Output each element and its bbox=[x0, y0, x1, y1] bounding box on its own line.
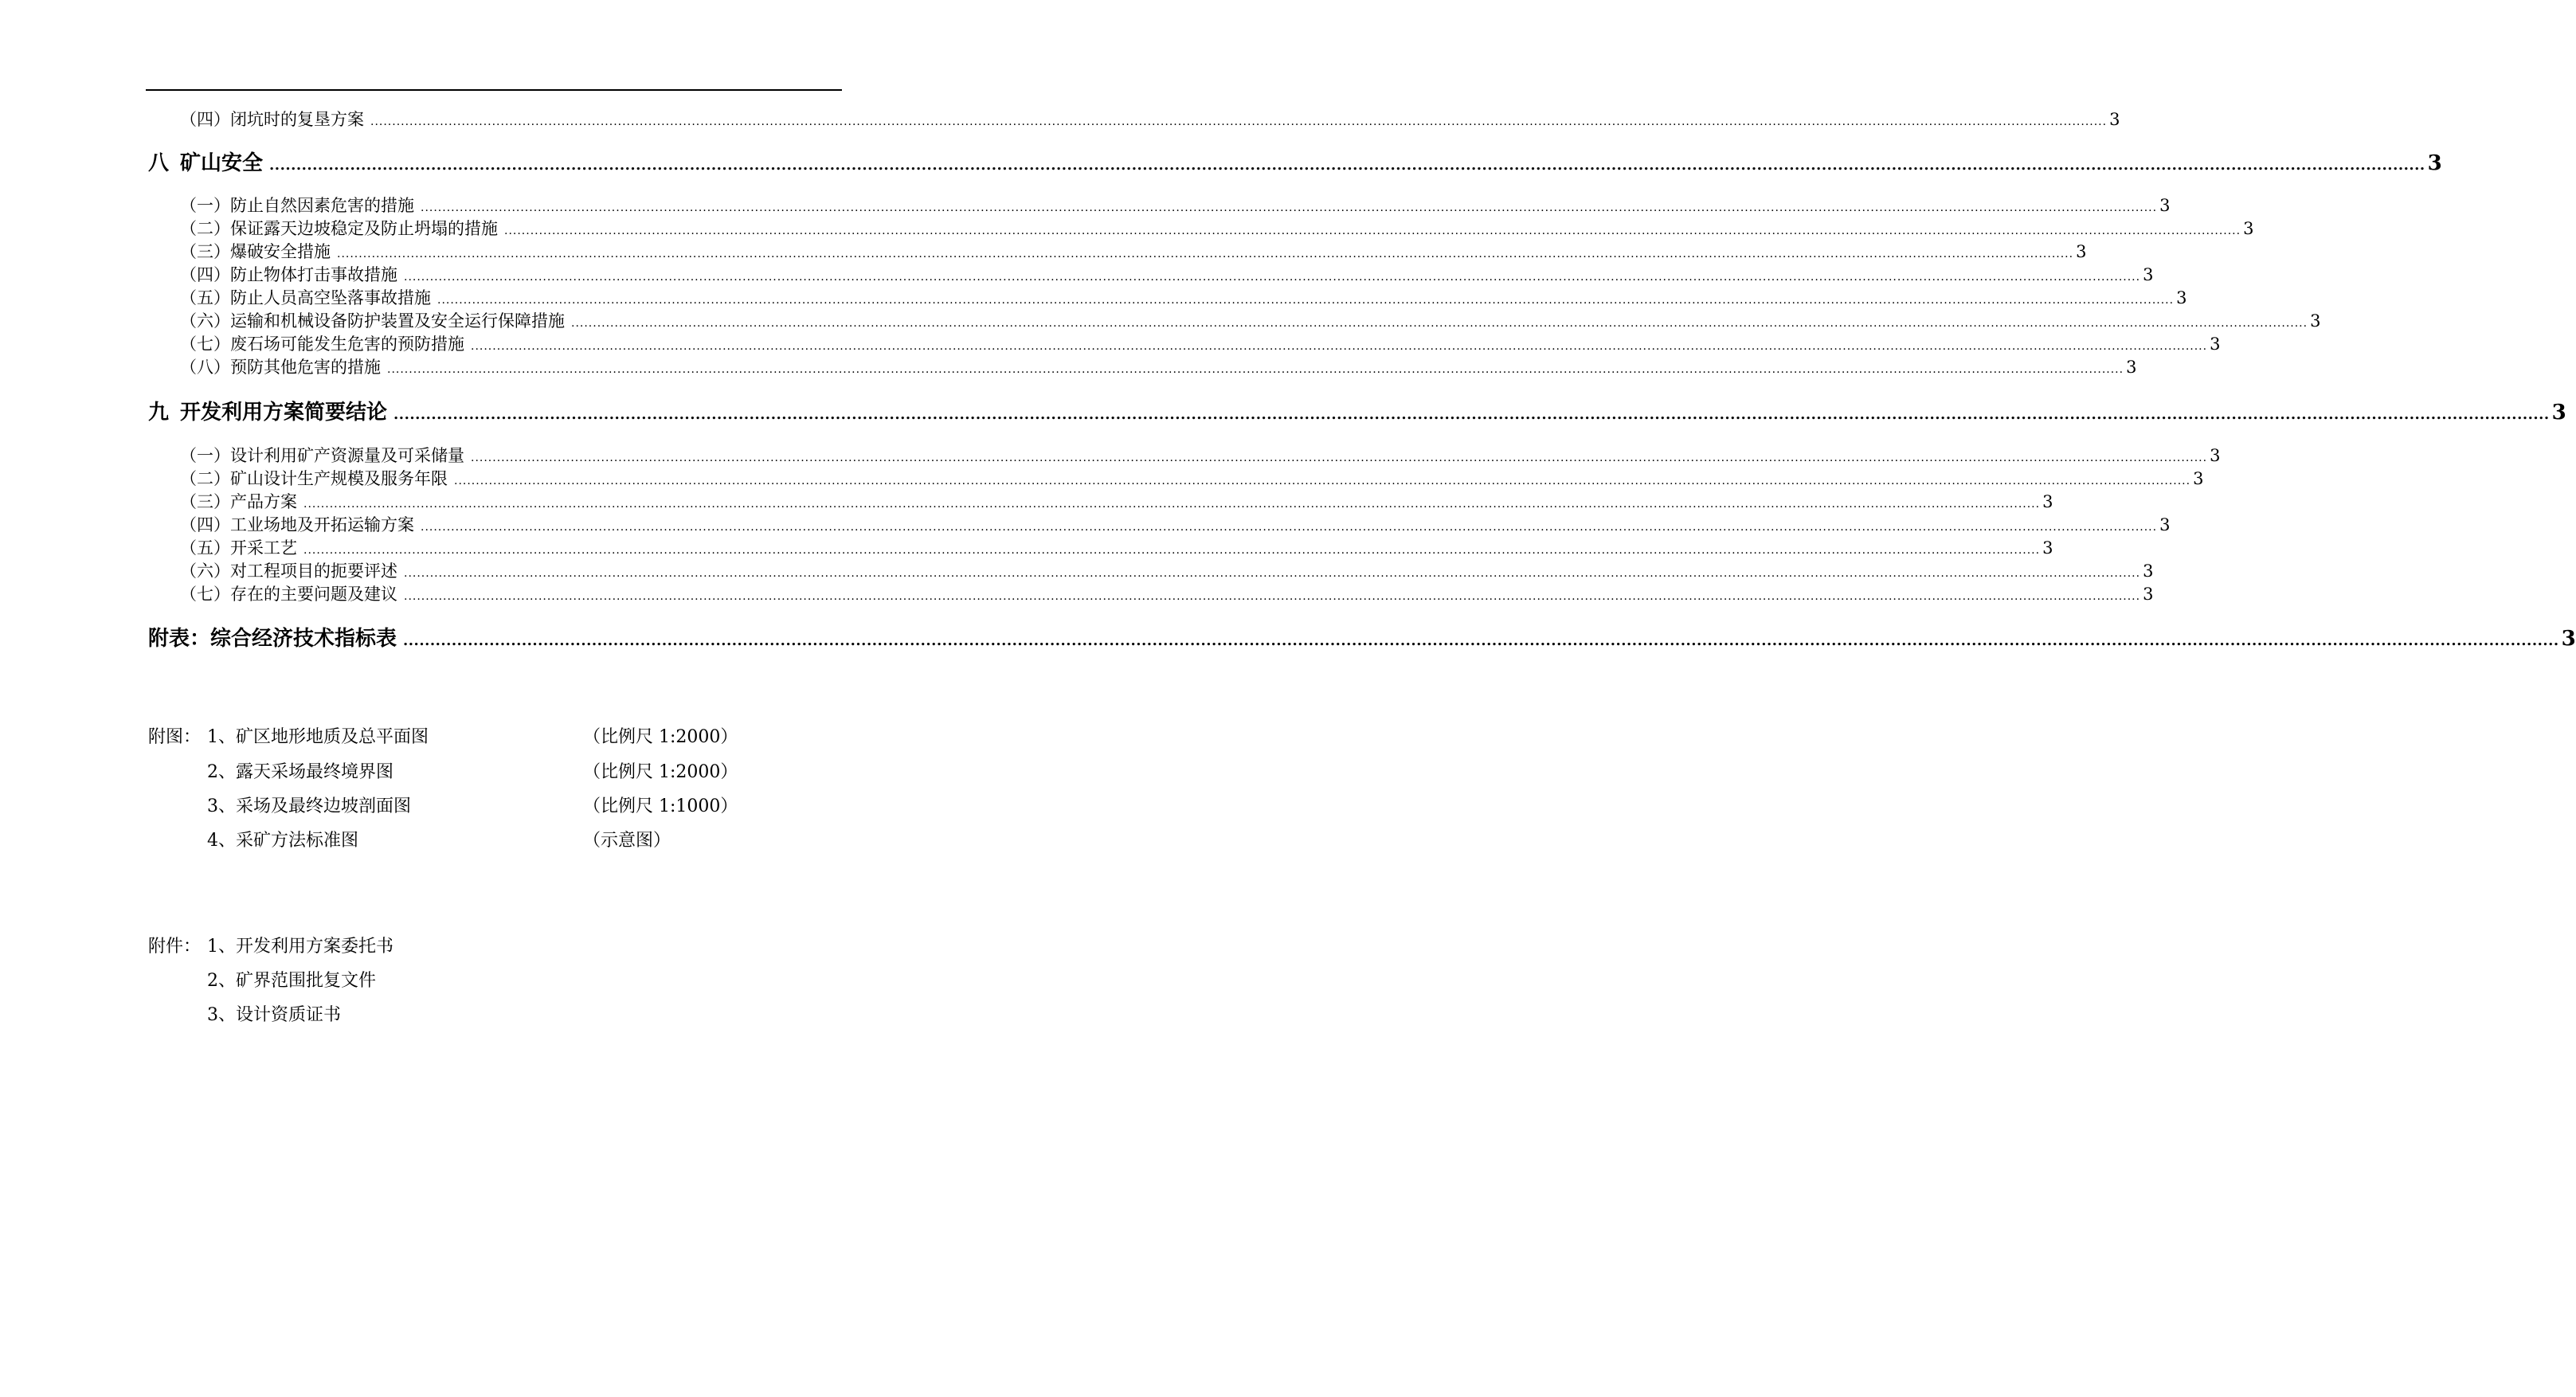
toc-chapter-entry[interactable] bbox=[0, 622, 2576, 652]
toc-section-entry[interactable] bbox=[0, 262, 2154, 286]
toc-page-number: 3 bbox=[2042, 538, 2053, 558]
toc-section-entry[interactable] bbox=[0, 443, 2221, 467]
toc-section-entry[interactable] bbox=[0, 193, 2171, 217]
toc-entry-label bbox=[180, 239, 331, 263]
toc-page-number: 3 bbox=[2143, 562, 2154, 581]
toc-page-number: 3 bbox=[2159, 515, 2171, 534]
toc-entry-title: （四）闭坑时的复垦方案 bbox=[180, 110, 364, 129]
toc-page-number: 3 bbox=[2561, 627, 2576, 651]
toc-section-entry[interactable] bbox=[0, 239, 2087, 263]
attachment-title: 1、开发利用方案委托书 bbox=[207, 937, 393, 957]
toc-entry-label bbox=[180, 443, 464, 467]
figure-title: 1、矿区地形地质及总平面图 bbox=[207, 727, 429, 747]
toc-dot-leader: ................................................................................................................................................................................................................................................................................................................................................................................................................ bbox=[403, 632, 2559, 649]
toc-page-number: 3 bbox=[2126, 358, 2137, 377]
toc-entry-label bbox=[180, 535, 297, 559]
attachment-title: 3、设计资质证书 bbox=[207, 1005, 341, 1025]
toc-entry-title: （七）存在的主要问题及建议 bbox=[180, 585, 397, 604]
toc-section-entry[interactable] bbox=[0, 107, 2120, 131]
toc-page-number: 3 bbox=[2109, 110, 2120, 129]
toc-chapter-entry[interactable] bbox=[0, 147, 2442, 176]
toc-entry-title: （六）对工程项目的扼要评述 bbox=[180, 562, 397, 581]
toc-section-entry[interactable] bbox=[0, 331, 2221, 355]
toc-page-number: 3 bbox=[2143, 265, 2154, 284]
toc-entry-title: （五）防止人员高空坠落事故措施 bbox=[180, 288, 431, 307]
figure-title: 2、露天采场最终境界图 bbox=[207, 762, 393, 782]
toc-entry-label bbox=[148, 147, 263, 176]
toc-entry-label bbox=[148, 396, 387, 425]
toc-entry-title: （四）防止物体打击事故措施 bbox=[180, 265, 397, 284]
toc-dot-leader: ................................................................................................................................................................................................................................................................................................................................................................................................................ bbox=[370, 115, 2108, 128]
figure-scale-note: （比例尺 1:2000） bbox=[583, 727, 738, 747]
toc-section-entry[interactable] bbox=[0, 354, 2137, 378]
toc-section-entry[interactable] bbox=[0, 489, 2053, 513]
toc-entry-title: （四）工业场地及开拓运输方案 bbox=[180, 515, 414, 534]
toc-dot-leader: ................................................................................................................................................................................................................................................................................................................................................................................................................ bbox=[471, 452, 2208, 464]
toc-entry-title: （二）保证露天边坡稳定及防止坍塌的措施 bbox=[180, 219, 498, 238]
toc-page-number: 3 bbox=[2427, 151, 2442, 175]
toc-entry-label bbox=[180, 331, 464, 355]
toc-entry-label bbox=[180, 308, 565, 332]
toc-entry-label bbox=[180, 285, 431, 309]
toc-entry-label bbox=[180, 107, 364, 131]
toc-dot-leader: ................................................................................................................................................................................................................................................................................................................................................................................................................ bbox=[269, 157, 2425, 174]
toc-chapter-number: 九 bbox=[148, 401, 170, 425]
toc-dot-leader: ................................................................................................................................................................................................................................................................................................................................................................................................................ bbox=[387, 363, 2124, 376]
toc-entry-title: 开发利用方案简要结论 bbox=[180, 401, 388, 425]
toc-section-entry[interactable] bbox=[0, 285, 2187, 309]
toc-section-entry[interactable] bbox=[0, 216, 2254, 240]
toc-dot-leader: ................................................................................................................................................................................................................................................................................................................................................................................................................ bbox=[437, 294, 2175, 307]
toc-section-entry[interactable] bbox=[0, 512, 2171, 536]
toc-chapter-number: 八 bbox=[148, 151, 170, 175]
toc-page-number: 3 bbox=[2076, 242, 2087, 261]
toc-dot-leader: ................................................................................................................................................................................................................................................................................................................................................................................................................ bbox=[303, 498, 2041, 511]
toc-entry-label bbox=[180, 216, 498, 240]
toc-page-number: 3 bbox=[2193, 469, 2204, 488]
figure-title: 4、采矿方法标准图 bbox=[207, 831, 358, 851]
toc-entry-label bbox=[148, 622, 397, 652]
toc-section-entry[interactable] bbox=[0, 581, 2154, 605]
toc-dot-leader: ................................................................................................................................................................................................................................................................................................................................................................................................................ bbox=[471, 340, 2208, 353]
toc-dot-leader: ................................................................................................................................................................................................................................................................................................................................................................................................................ bbox=[404, 271, 2141, 284]
header-rule bbox=[146, 89, 842, 91]
toc-entry-title: （二）矿山设计生产规模及服务年限 bbox=[180, 469, 448, 488]
toc-dot-leader: ................................................................................................................................................................................................................................................................................................................................................................................................................ bbox=[393, 406, 2550, 423]
toc-page-number: 3 bbox=[2210, 446, 2221, 465]
toc-entry-label bbox=[180, 512, 414, 536]
toc-entry-title: （六）运输和机械设备防护装置及安全运行保障措施 bbox=[180, 311, 565, 331]
toc-page-number: 3 bbox=[2243, 219, 2254, 238]
toc-entry-title: （一）设计利用矿产资源量及可采储量 bbox=[180, 446, 464, 465]
toc-dot-leader: ................................................................................................................................................................................................................................................................................................................................................................................................................ bbox=[337, 248, 2074, 260]
attachment-title: 2、矿界范围批复文件 bbox=[207, 971, 376, 991]
figure-scale-note: （示意图） bbox=[583, 831, 671, 851]
toc-entry-title: （三）爆破安全措施 bbox=[180, 242, 331, 261]
toc-page-number: 3 bbox=[2159, 196, 2171, 215]
toc-entry-title: （八）预防其他危害的措施 bbox=[180, 358, 381, 377]
toc-dot-leader: ................................................................................................................................................................................................................................................................................................................................................................................................................ bbox=[454, 475, 2191, 487]
toc-entry-title: 附表：综合经济技术指标表 bbox=[148, 627, 397, 651]
toc-chapter-entry[interactable] bbox=[0, 396, 2566, 425]
figures-prefix: 附图： bbox=[148, 727, 202, 747]
toc-page-number: 3 bbox=[2042, 492, 2053, 511]
toc-section-entry[interactable] bbox=[0, 308, 2321, 332]
toc-section-entry[interactable] bbox=[0, 466, 2204, 490]
toc-dot-leader: ................................................................................................................................................................................................................................................................................................................................................................................................................ bbox=[421, 202, 2158, 214]
toc-dot-leader: ................................................................................................................................................................................................................................................................................................................................................................................................................ bbox=[404, 590, 2141, 603]
toc-entry-title: （三）产品方案 bbox=[180, 492, 297, 511]
toc-page-number: 3 bbox=[2210, 335, 2221, 354]
toc-entry-label bbox=[180, 193, 414, 217]
toc-entry-label bbox=[180, 489, 297, 513]
toc-entry-label bbox=[180, 558, 397, 582]
toc-dot-leader: ................................................................................................................................................................................................................................................................................................................................................................................................................ bbox=[303, 544, 2041, 557]
attachments-prefix: 附件： bbox=[148, 937, 202, 957]
toc-entry-title: （七）废石场可能发生危害的预防措施 bbox=[180, 335, 464, 354]
toc-entry-title: （一）防止自然因素危害的措施 bbox=[180, 196, 414, 215]
figure-title: 3、采场及最终边坡剖面图 bbox=[207, 796, 411, 816]
toc-entry-title: 矿山安全 bbox=[180, 151, 264, 175]
toc-entry-title: （五）开采工艺 bbox=[180, 538, 297, 558]
toc-dot-leader: ................................................................................................................................................................................................................................................................................................................................................................................................................ bbox=[421, 521, 2158, 534]
toc-dot-leader: ................................................................................................................................................................................................................................................................................................................................................................................................................ bbox=[404, 567, 2141, 580]
toc-dot-leader: ................................................................................................................................................................................................................................................................................................................................................................................................................ bbox=[571, 317, 2308, 330]
toc-page-number: 3 bbox=[2176, 288, 2187, 307]
toc-page-number: 3 bbox=[2143, 585, 2154, 604]
toc-section-entry[interactable] bbox=[0, 558, 2154, 582]
figure-scale-note: （比例尺 1:2000） bbox=[583, 762, 738, 782]
toc-entry-label bbox=[180, 354, 381, 378]
toc-section-entry[interactable] bbox=[0, 535, 2053, 559]
figure-scale-note: （比例尺 1:1000） bbox=[583, 796, 738, 816]
toc-page-number: 3 bbox=[2551, 401, 2566, 425]
toc-entry-label bbox=[180, 581, 397, 605]
toc-page-number: 3 bbox=[2310, 311, 2321, 331]
toc-entry-label bbox=[180, 262, 397, 286]
toc-entry-label bbox=[180, 466, 448, 490]
toc-dot-leader: ................................................................................................................................................................................................................................................................................................................................................................................................................ bbox=[504, 225, 2241, 237]
